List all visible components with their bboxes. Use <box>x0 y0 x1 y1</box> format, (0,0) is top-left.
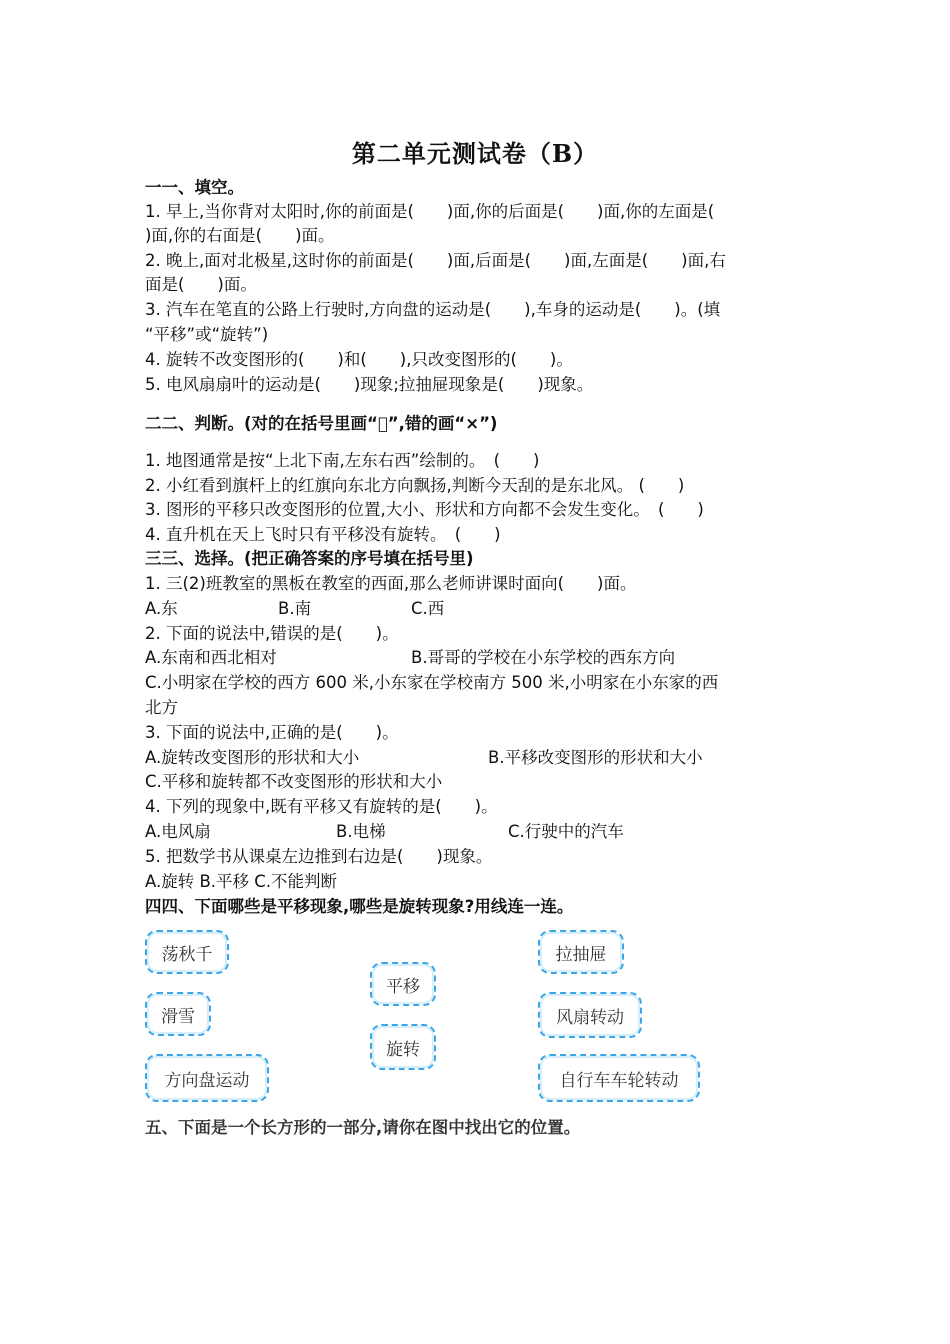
option-c: C.平移和旋转都不改变图形的形状和大小 <box>145 772 443 791</box>
match-card-left[interactable]: 方向盘运动 <box>145 1054 269 1102</box>
match-card-right[interactable]: 自行车车轮转动 <box>538 1054 700 1102</box>
question-line: 1. 地图通常是按“上北下南,左东右西”绘制的。 ( ) <box>145 451 540 470</box>
question-line: 2. 晚上,面对北极星,这时你的前面是( )面,后面是( )面,左面是( )面,右 <box>145 251 726 270</box>
match-card-right[interactable]: 拉抽屉 <box>538 930 624 974</box>
section-heading-choice: 三三、选择。(把正确答案的序号填在括号里) <box>145 549 474 568</box>
option-a: A.电风扇 <box>145 822 211 841</box>
question-line: 3. 汽车在笔直的公路上行驶时,方向盘的运动是( ),车身的运动是( )。(填 <box>145 300 721 319</box>
option-a: A.东南和西北相对 <box>145 648 277 667</box>
question-line: 3. 下面的说法中,正确的是( )。 <box>145 723 399 742</box>
options-line: A.旋转 B.平移 C.不能判断 <box>145 872 338 891</box>
match-card-left[interactable]: 荡秋千 <box>145 930 229 974</box>
question-line: 3. 图形的平移只改变图形的位置,大小、形状和方向都不会发生变化。 ( ) <box>145 500 704 519</box>
section-heading-judge: 二二、判断。(对的在括号里画“ ”,错的画“×”) <box>145 414 498 433</box>
question-line: 2. 小红看到旗杆上的红旗向东北方向飘扬,判断今天刮的是东北风。 ( ) <box>145 476 685 495</box>
option-b: B.电梯 <box>336 822 386 841</box>
section-heading-fill: 一一、填空。 <box>145 178 244 197</box>
question-line: 4. 下列的现象中,既有平移又有旋转的是( )。 <box>145 797 498 816</box>
question-line: 1. 早上,当你背对太阳时,你的前面是( )面,你的后面是( )面,你的左面是( <box>145 202 715 221</box>
option-b: B.哥哥的学校在小东学校的西东方向 <box>411 648 676 667</box>
question-line: 4. 旋转不改变图形的( )和( ),只改变图形的( )。 <box>145 350 573 369</box>
question-line: 面是( )面。 <box>145 275 257 294</box>
option-a: A.东 <box>145 599 178 618</box>
question-line: 1. 三(2)班教室的黑板在教室的西面,那么老师讲课时面向( )面。 <box>145 574 637 593</box>
option-c: C.行驶中的汽车 <box>508 822 624 841</box>
option-b: B.平移改变图形的形状和大小 <box>488 748 703 767</box>
truncated-section-heading <box>145 1118 665 1138</box>
question-line: 5. 把数学书从课桌左边推到右边是( )现象。 <box>145 847 493 866</box>
match-card-middle[interactable]: 平移 <box>370 962 436 1006</box>
question-line: “平移”或“旋转”) <box>145 325 269 344</box>
truncated-heading-text: 五、下面是一个长方形的一部分,请你在图中找出它的位置。 <box>145 1118 581 1137</box>
section-heading-match: 四四、下面哪些是平移现象,哪些是旋转现象?用线连一连。 <box>145 897 574 916</box>
option-c: C.西 <box>411 599 445 618</box>
question-line: 2. 下面的说法中,错误的是( )。 <box>145 624 399 643</box>
option-c: C.小明家在学校的西方 600 米,小东家在学校南方 500 米,小明家在小东家的西 <box>145 673 719 692</box>
option-a: A.旋转改变图形的形状和大小 <box>145 748 360 767</box>
page-title: 第二单元测试卷（B） <box>351 139 599 168</box>
option-c-cont: 北方 <box>145 698 178 717</box>
match-card-middle[interactable]: 旋转 <box>370 1024 436 1070</box>
option-b: B.南 <box>278 599 312 618</box>
match-card-left[interactable]: 滑雪 <box>145 992 211 1036</box>
question-line: 5. 电风扇扇叶的运动是( )现象;拉抽屉现象是( )现象。 <box>145 375 594 394</box>
question-line: )面,你的右面是( )面。 <box>145 226 335 245</box>
match-card-right[interactable]: 风扇转动 <box>538 992 642 1038</box>
question-line: 4. 直升机在天上飞时只有平移没有旋转。 ( ) <box>145 525 501 544</box>
